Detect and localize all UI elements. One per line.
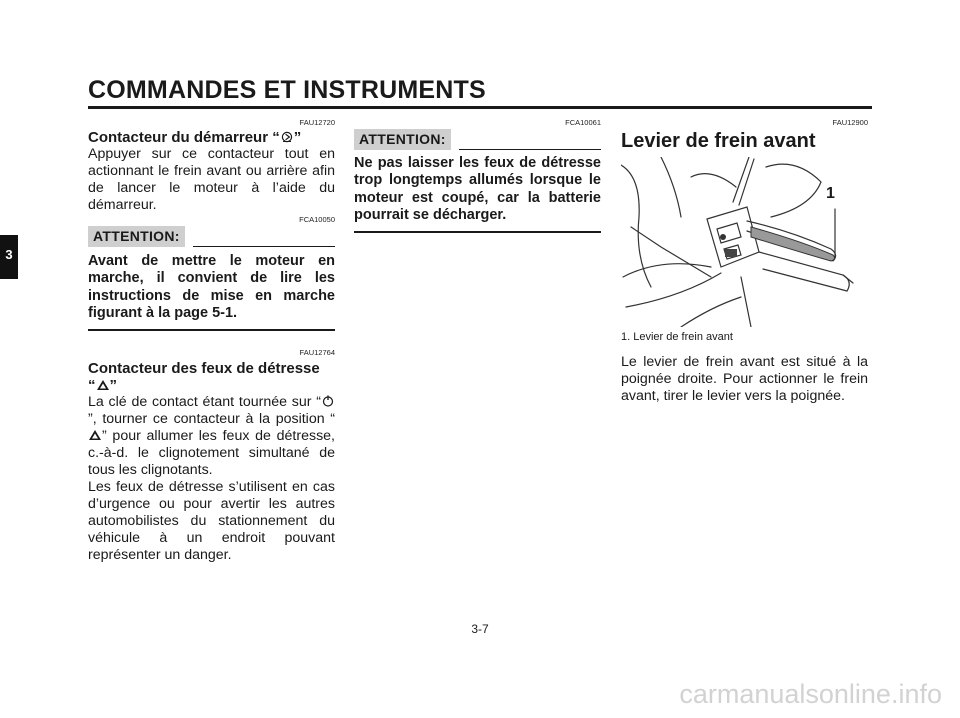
starter-text: Appuyer sur ce contacteur tout en actionnant le frein avant ou arrière afin de lancer le moteur à l’aide du démarreur. [88,146,335,213]
caution-code: FCA10061 [565,118,601,127]
hazard-icon [88,429,102,441]
caution-rule [193,246,335,248]
title-text: Contacteur du démarreur “ [88,129,280,146]
brake-lever-illustration [621,157,868,327]
chapter-tab [0,235,18,279]
column-2 [354,118,601,233]
header-rule [88,106,872,109]
hazard-text-2: Les feux de détresse s’utilisent en cas d’urgence ou pour avertir les autres automobilistes du stationnement du véhicule à un endroit pouvant représenter un danger. [88,478,335,563]
page-header-title: COMMANDES ET INSTRUMENTS [88,76,486,104]
section-code: FAU12900 [832,118,868,127]
caution-label: ATTENTION: [88,226,185,247]
section-title-starter [88,129,335,146]
section-code: FAU12764 [299,347,335,357]
chapter-number: 3 [5,247,13,262]
caution-text: Avant de mettre le moteur en marche, il convient de lire les instructions de mise en marche figurant à la page 5-1. [88,253,335,321]
section-title-hazard-icon-line [88,377,335,394]
text-run: ”, tourner ce contacteur à la position “ [88,410,335,427]
caution-text: Ne pas laisser les feux de détresse trop longtemps allumés lorsque le moteur est coupé, car la batterie pourrait se décharger. [354,155,601,223]
quote-close: ” [109,376,117,394]
caution-bottom-rule [88,329,335,331]
caution-bottom-rule [354,231,601,233]
hazard-text-1 [88,394,335,479]
page-number: 3-7 [471,622,489,636]
column-1 [88,118,335,564]
figure-caption: 1. Levier de frein avant [621,331,733,343]
watermark: carmanualsonline.info [679,679,942,709]
column-3 [621,118,868,405]
starter-icon [280,130,294,142]
text-run: ” pour allumer les feux de détresse, c.-à-d. le clignotement simultané de tous les clignotants. [88,427,335,478]
ignition-on-icon [321,395,335,407]
hazard-icon [96,378,110,390]
brake-text: Le levier de frein avant est situé à la poignée droite. Pour actionner le frein avant, tirer le levier vers la poignée. [621,354,868,404]
text-run: La clé de contact étant tournée sur “ [88,393,321,410]
section-title-hazard: Contacteur des feux de détresse [88,359,320,377]
title-quote-close: ” [293,129,302,146]
section-code: FAU12720 [299,118,335,127]
caution-header [354,129,601,150]
callout-number: 1 [826,185,835,202]
caution-label: ATTENTION: [354,129,451,150]
section-title-brake: Levier de frein avant [621,130,816,152]
caution-rule [459,149,601,151]
handlebar-drawing [621,157,868,327]
caution-header [88,226,335,247]
caution-code: FCA10050 [299,215,335,224]
quote-open: “ [88,376,96,394]
